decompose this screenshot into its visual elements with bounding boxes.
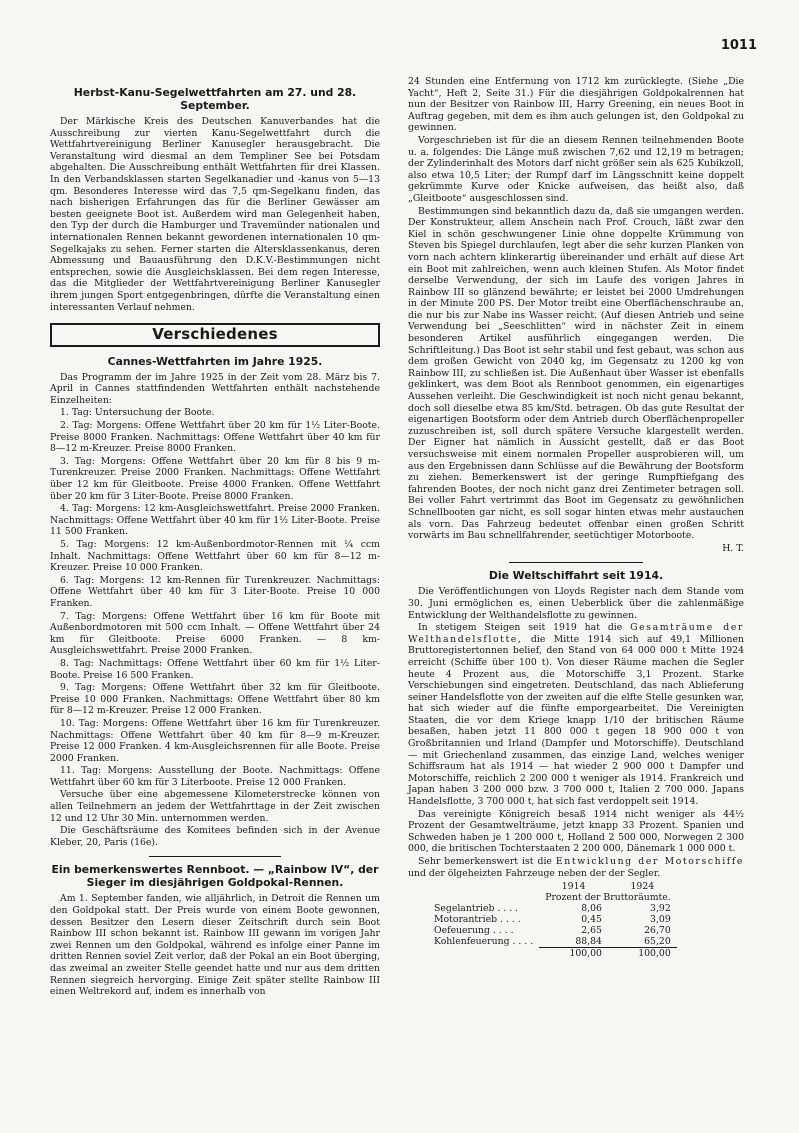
table-cell: [428, 948, 539, 960]
table-cell: 2,65: [581, 925, 602, 937]
article-text-cannes: Versuche über eine abgemessene Kilometerstrecke können von allen Teilnehmern an jedem der Wettfahrttage in der Zeit zwischen 12 und 12 Uhr 30 Min. unternommen werden.: [50, 789, 380, 824]
emphasis-span: Entwicklung der Motorschiffe: [555, 856, 744, 867]
page-number: 1011: [720, 38, 757, 53]
table-cell: [428, 892, 539, 903]
cannes-day: 9. Tag: Morgens: Offene Wettfahrt über 32 km für Gleitboote. Preise 10 000 Franken. Nachmittags: Offene Wettfahrt über 80 km für 8—12 m-Kreuzer. Preise 12 000 Franken.: [50, 682, 380, 717]
article-text-rainbow-cont: Vorgeschrieben ist für die an diesem Rennen teilnehmenden Boote u. a. folgendes: Die Länge muß zwischen 7,62 und 12,19 m betragen; der Zylinderinhalt des Motors darf nicht größer sein als 625 Kubikzoll, also etwa 10,5 Liter; der Rumpf darf im Längsschnitt keine doppelt gekrümmte Kurve oder Knicke aufweisen, das heißt also, daß „Gleitboote“ ausgeschlossen sind.: [408, 134, 744, 204]
table-row: [428, 925, 677, 936]
article-text-weltschiffahrt: [408, 856, 744, 879]
author-signature: H. T.: [722, 542, 744, 554]
article-title-weltschiffahrt: Die Weltschiffahrt seit 1914.: [488, 569, 664, 583]
table-cell: 8,06: [581, 903, 602, 915]
article-text-weltschiffahrt: Die Veröffentlichungen von Lloyds Register nach dem Stande vom 30. Juni ermöglichen es, einen Ueberblick über die zahlenmäßige Entwicklung der Welthandelsflotte zu gewinnen.: [408, 586, 744, 621]
table-cell: 3,92: [650, 903, 671, 915]
table-cell: [428, 881, 539, 892]
text-span: In stetigem Steigen seit 1919 hat die: [418, 622, 623, 634]
article-text-weltschiffahrt: Das vereinigte Königreich besaß 1914 nicht weniger als 44½ Prozent der Gesamtwelträume, jetzt knapp 33 Prozent. Spanien und Schweden haben je 1 200 000 t, Holland 2 500 000, Norwegen 2 300 000, die britischen Tochterstaaten 2 200 000, Dänemark 1 000 000 t.: [408, 808, 744, 855]
cannes-day: 2. Tag: Morgens: Offene Wettfahrt über 20 km für 1½ Liter-Boote. Preise 8000 Franken. Nachmittags: Offene Wettfahrt über 40 km für 8—12 m-Kreuzer. Preise 8000 Franken.: [50, 420, 380, 455]
article-title-rainbow: Ein bemerkenswertes Rennboot. — „Rainbow IV“, der Sieger im diesjährigen Goldpokal-Rennen.: [51, 863, 379, 890]
table-row: [428, 914, 677, 925]
table-cell: 0,45: [581, 914, 602, 926]
table-row-label: Kohlenfeuerung . . . .: [434, 936, 534, 948]
article-text-rainbow-cont: 24 Stunden eine Entfernung von 1712 km zurücklegte. (Siehe „Die Yacht“, Heft 2, Seite 31.) Für die diesjährigen Goldpokalrennen hat nun der Besitzer von Rainbow III, Harry Greening, ein neues Boot in Auftrag gegeben, mit dem es ihm auch gelungen ist, den Goldpokal zu gewinnen.: [408, 76, 744, 134]
table-total-1914: 100,00: [569, 948, 602, 960]
cannes-day: 5. Tag: Morgens: 12 km-Außenbordmotor-Rennen mit ¼ ccm Inhalt. Nachmittags: Offene Wettfahrt über 60 km für 8—12 m-Kreuzer. Preise 10 000 Franken.: [50, 539, 380, 574]
cannes-day: 11. Tag: Morgens: Ausstellung der Boote. Nachmittags: Offene Wettfahrt über 60 km für 3 Literboote. Preise 12 000 Franken.: [50, 765, 380, 788]
text-span: die Mitte 1914 sich auf 49,1 Millionen Bruttoregistertonnen belief, den Stand von 64 000 000 t Mitte 1924 erreicht (Schiffe über 100 t). Von dieser Räume machen die Segler heute 4 Prozent aus, die Motorschiffe 3,1 Prozent. Starke Verschiebungen sind eingetreten. Deutschland, das nach Ablieferung seiner Handelsflotte von der zweiten auf die elfte Stelle gesunken war, hat sich wieder auf die fünfte emporgearbeitet. Die Vereinigten Staaten, die vor dem Kriege knapp 1/10 der britischen Räume besaßen, haben jetzt 11 800 000 t gegen 18 900 000 t von Großbritannien und Irland (Dampfer und Motorschiffe). Deutschland — mit Griechenland zusammen, das einzige Land, welches weniger Schiffsraum hat als 1914 — hat wieder 2 900 000 t Dampfer und Motorschiffe, reichlich 2 200 000 t weniger als 1914. Frankreich und Japan haben 3 200 000 bzw. 3 700 000 t, Italien 2 700 000. Japans Handelsflotte, 3 700 000 t, hat sich fast verdoppelt seit 1914.: [408, 633, 744, 808]
article-title-herbst-kanu: Herbst-Kanu-Segelwettfahrten am 27. und 28. September.: [73, 86, 357, 112]
cannes-day: 4. Tag: Morgens: 12 km-Ausgleichswettfahrt. Preise 2000 Franken. Nachmittags: Offene Wettfahrt über 40 km für 1½ Liter-Boote. Preise 11 500 Franken.: [50, 503, 380, 538]
cannes-day: 6. Tag: Morgens: 12 km-Rennen für Turenkreuzer. Nachmittags: Offene Wettfahrt über 40 km für 3 Liter-Boote. Preise 10 000 Franken.: [50, 574, 380, 609]
cannes-day: 7. Tag: Morgens: Offene Wettfahrt über 16 km für Boote mit Außenbordmotoren mit 500 ccm Inhalt. — Offene Wettfahrt über 24 km für Gleitboote. Preise 6000 Franken. — 8 km-Ausgleichswettfahrt. Preise 2000 Franken.: [50, 610, 380, 657]
table-subheader-row: [428, 892, 677, 903]
table-header-1924: 1924: [630, 881, 655, 893]
article-intro-cannes: Das Programm der im Jahre 1925 in der Zeit vom 28. März bis 7. April in Cannes stattfindenden Wettfahrten enthält nachstehende Einzelheiten:: [50, 371, 380, 406]
left-column: [50, 80, 380, 999]
article-text-rainbow: Am 1. September fanden, wie alljährlich, in Detroit die Rennen um den Goldpokal statt. Der Preis wurde von einem Boote gewonnen, dessen Besitzer den Lesern dieser Zeitschrift durch sein Boot Rainbow III schon bekannt ist. Rainbow III gewann im vorigen Jahr zwei Rennen um den Goldpokal, während es infolge einer Panne im dritten Rennen soviel Zeit verlor, daß der Pokal an ein Boot überging, das zweimal an zweiter Stelle geendet hatte und nur aus dem dritten Rennen siegreich hervorging. Einige Zeit später stellte Rainbow III einen Weltrekord auf, indem es innerhalb von: [50, 893, 380, 998]
article-text-herbst-kanu: Der Märkische Kreis des Deutschen Kanuverbandes hat die Ausschreibung zur vierten Kanu-Segelwettfahrt durch die Wettfahrtvereinigung Berliner Kanusegler herausgebracht. Die Veranstaltung wird diesmal an dem Templiner See bei Potsdam abgehalten. Die Ausschreibung enthält Wettfahrten für drei Klassen. In den Verbandsklassen starten Segelkanadier und -kanus von 5—13 qm. Besonderes Interesse wird das 7,5 qm-Segelkanu finden, das nach bisherigen Erfahrungen das für die Berliner Gewässer am besten geeignete Boot ist. Außerdem wird man Gelegenheit haben, den Typ der durch die Hamburger und Travemünder nationalen und internationalen Rennen bekannt gewordenen internationalen 10 qm-Segelkajaks zu sehen. Ferner starten die Altersklassenkanus, deren Abmessung und Bauausführung den D.K.V.-Bestimmungen nicht entsprechen, sowie die Ausgleichsklassen. Bei dem regen Interesse, das die Mitglieder der Wettfahrtvereinigung Berliner Kanusegler ihrem jungen Sport entgegenbringen, dürfte die Veranstaltung einen interessanten Verlauf nehmen.: [50, 116, 380, 313]
emphasis-span: Gesamträume der Welthandelsflotte,: [408, 622, 744, 645]
table-row-label: Motorantrieb . . . .: [434, 914, 521, 926]
separator: [509, 562, 643, 563]
separator: [149, 856, 281, 857]
right-column: [408, 76, 744, 959]
cannes-day: 3. Tag: Morgens: Offene Wettfahrt über 20 km für 8 bis 9 m-Turenkreuzer. Preise 2000 Franken. Nachmittags: Offene Wettfahrt über 12 km für Gleitboote. Preise 4000 Franken. Offene Wettfahrt über 20 km für 3 Liter-Boote. Preise 8000 Franken.: [50, 455, 380, 502]
table-header-row: [428, 881, 677, 892]
table-cell: 65,20: [608, 936, 677, 948]
cannes-day: 1. Tag: Untersuchung der Boote.: [60, 407, 215, 419]
table-cell: 3,09: [650, 914, 671, 926]
table-row: [428, 903, 677, 914]
article-text-weltschiffahrt: [408, 622, 744, 808]
propulsion-table: [428, 881, 677, 959]
table-row-label: Segelantrieb . . . .: [434, 903, 519, 915]
text-span: und der ölgeheizten Fahrzeuge neben der der Segler.: [408, 867, 661, 879]
cannes-day: 10. Tag: Morgens: Offene Wettfahrt über 16 km für Turenkreuzer. Nachmittags: Offene Wettfahrt über 40 km für 8—9 m-Kreuzer. Preise 12 000 Franken. 4 km-Ausgleichsrennen für alle Boote. Preise 2000 Franken.: [50, 717, 380, 764]
text-span: Sehr bemerkenswert ist die: [418, 856, 552, 867]
table-row-label: Oefeuerung . . . .: [434, 925, 514, 937]
table-total-row: [428, 948, 677, 960]
article-text-cannes: Die Geschäftsräume des Komitees befinden sich in der Avenue Kleber, 20, Paris (16e).: [50, 825, 380, 848]
article-text-rainbow-cont: Bestimmungen sind bekanntlich dazu da, daß sie umgangen werden. Der Konstrukteur, allem Anschein nach Prof. Crouch, läßt zwar den Kiel in schön geschwungener Linie ohne doppelte Krümmung von Steven bis Spiegel durchlaufen, legt aber die sehr kurzen Planken von vorn nach achtern klinkerartig übereinander und erhält auf diese Art ein Boot mit zahlreichen, wenn auch kleinen Stufen. Als Motor findet derselbe Verwendung, der sich im Laufe des vorigen Jahres in Rainbow III so glänzend bewährte; er leistet bei 2000 Umdrehungen in der Minute 200 PS. Der Motor treibt eine Oberflächenschraube an, die nur bis zur Nabe ins Wasser reicht. (Auf diesen Antrieb und seine Verwendung bei „Seeschlitten“ wird in nächster Zeit in einem besonderen Artikel ausführlich eingegangen werden. Die Schriftleitung.) Das Boot ist sehr stabil und fest gebaut, was schon aus dem großen Gewicht von 2040 kg, im Gegensatz zu 1200 kg von Rainbow III, zu schließen ist. Die Außenhaut über Wasser ist ebenfalls geklinkert, was dem Boot als Rennboot genommen, ein eigenartiges Aussehen verleiht. Die Geschwindigkeit ist noch nicht genau bekannt, doch soll dieselbe etwa 85 km/Std. betragen. Ob das gute Resultat der eigenartigen Bootsform oder dem Antrieb durch Oberflächenpropeller zuzuschreiben ist, soll durch spätere Versuche klargestellt werden. Der Eigner hat nämlich in Aussicht gestellt, daß er das Boot versuchsweise mit einem normalen Propeller ausprobieren will, um aus den Ergebnissen dann Schlüsse auf die Bewährung der Bootsform zu ziehen. Bemerkenswert ist der geringe Rumpftiefgang des fahrenden Bootes, der noch nicht ganz drei Zentimeter betragen soll. Bei voller Fahrt vertrimmt das Boot im Gegensatz zu gewöhnlichen Schnellbooten gar nicht, es soll sogar hinten etwas mehr austauchen als vorn. Das Fahrzeug bedeutet offenbar einen großen Schritt vorwärts im Bau schnellfahrender, seetüchtiger Motorboote.: [408, 205, 744, 542]
table-total-1924: 100,00: [638, 948, 671, 960]
table-row: [428, 936, 677, 948]
table-cell: 26,70: [644, 925, 671, 937]
table-subheader: Prozent der Bruttoräumte.: [545, 892, 671, 904]
article-title-cannes: Cannes-Wettfahrten im Jahre 1925.: [107, 354, 323, 368]
table-cell: 88,84: [539, 936, 608, 948]
cannes-day: 8. Tag: Nachmittags: Offene Wettfahrt über 60 km für 1½ Liter-Boote. Preise 16 500 Franken.: [50, 657, 380, 681]
table-header-1914: 1914: [561, 881, 586, 893]
section-heading-verschiedenes: Verschiedenes: [50, 323, 380, 347]
